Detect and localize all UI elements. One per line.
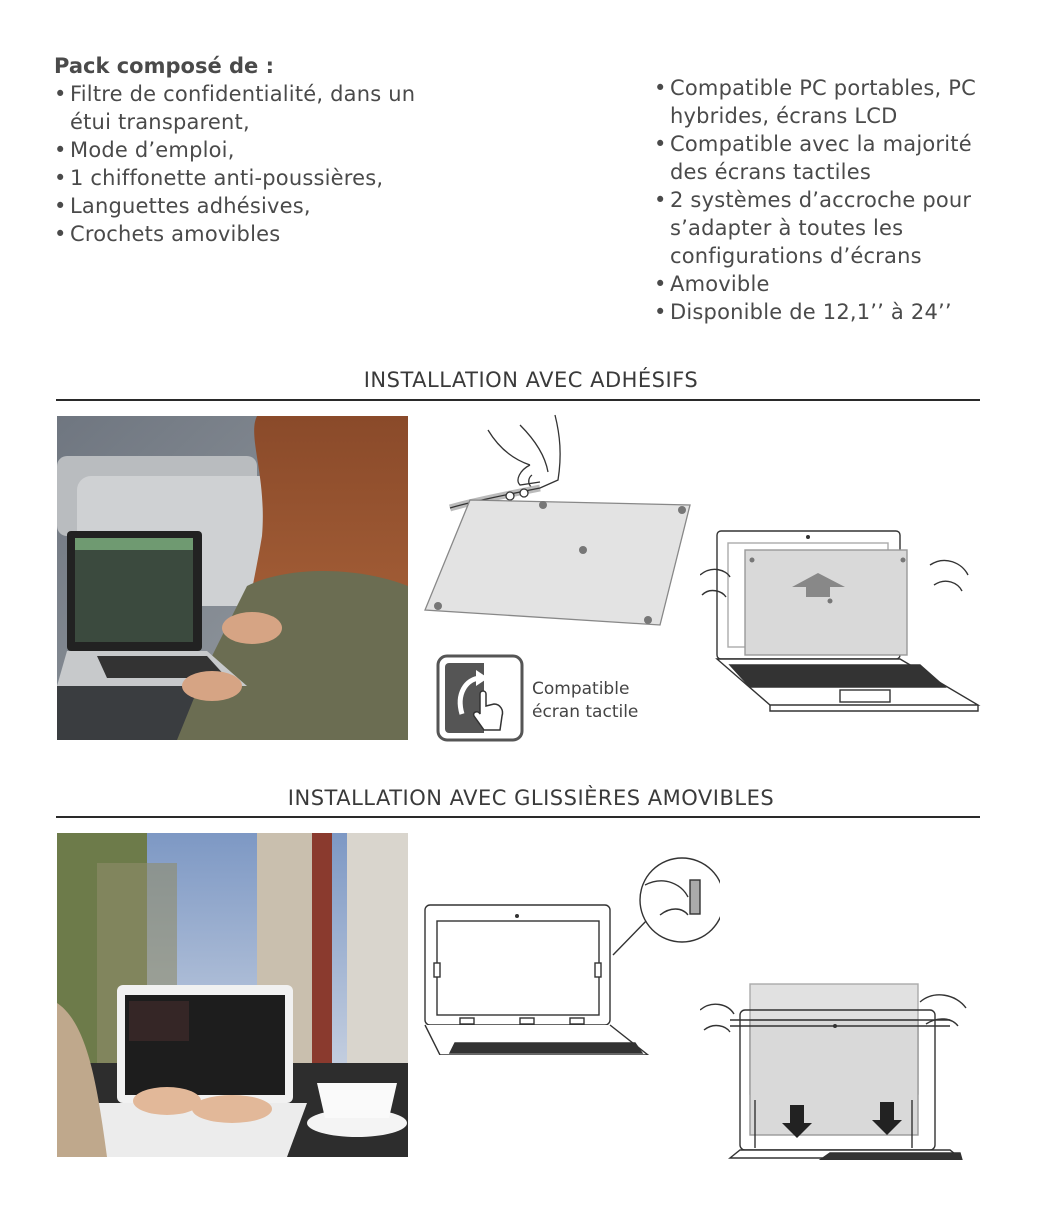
list-item: • Compatible avec la majorité des écrans tactiles: [654, 130, 1015, 186]
touchscreen-label-line2: écran tactile: [532, 702, 639, 722]
features-list-block: [654, 74, 1034, 326]
section-title-adhesives: INSTALLATION AVEC ADHÉSIFS: [363, 368, 699, 392]
list-item: • Languettes adhésives,: [54, 192, 474, 220]
list-item: • Amovible: [654, 270, 1034, 298]
pack-list: [54, 80, 474, 248]
laptop-adhesive-illustration: [700, 525, 985, 740]
list-item: • 2 systèmes d’accroche pour s’adapter à toutes les configurations d’écrans: [654, 186, 1000, 270]
touchscreen-icon: [436, 654, 524, 742]
list-item: • 1 chiffonette anti-poussières,: [54, 164, 474, 192]
list-item: • Disponible de 12,1’’ à 24’’: [654, 298, 1034, 326]
list-item: • Filtre de confidentialité, dans un étui transparent,: [54, 80, 430, 136]
pack-title: Pack composé de :: [54, 54, 274, 78]
list-item: • Crochets amovibles: [54, 220, 474, 248]
photo-cafe-laptop: [57, 833, 408, 1157]
section-title-rails: INSTALLATION AVEC GLISSIÈRES AMOVIBLES: [287, 786, 775, 810]
features-list: [654, 74, 1034, 326]
list-item: • Mode d’emploi,: [54, 136, 474, 164]
divider: [56, 399, 980, 401]
divider: [56, 816, 980, 818]
touchscreen-label-line1: Compatible: [532, 679, 630, 699]
touchscreen-label: [532, 678, 638, 724]
laptop-rails-illustration: [420, 855, 720, 1055]
adhesive-filter-illustration: [420, 410, 700, 635]
pack-contents: [54, 52, 474, 248]
laptop-slide-in-illustration: [700, 980, 980, 1160]
list-item: • Compatible PC portables, PC hybrides, écrans LCD: [654, 74, 1015, 130]
photo-woman-laptop: [57, 416, 408, 740]
